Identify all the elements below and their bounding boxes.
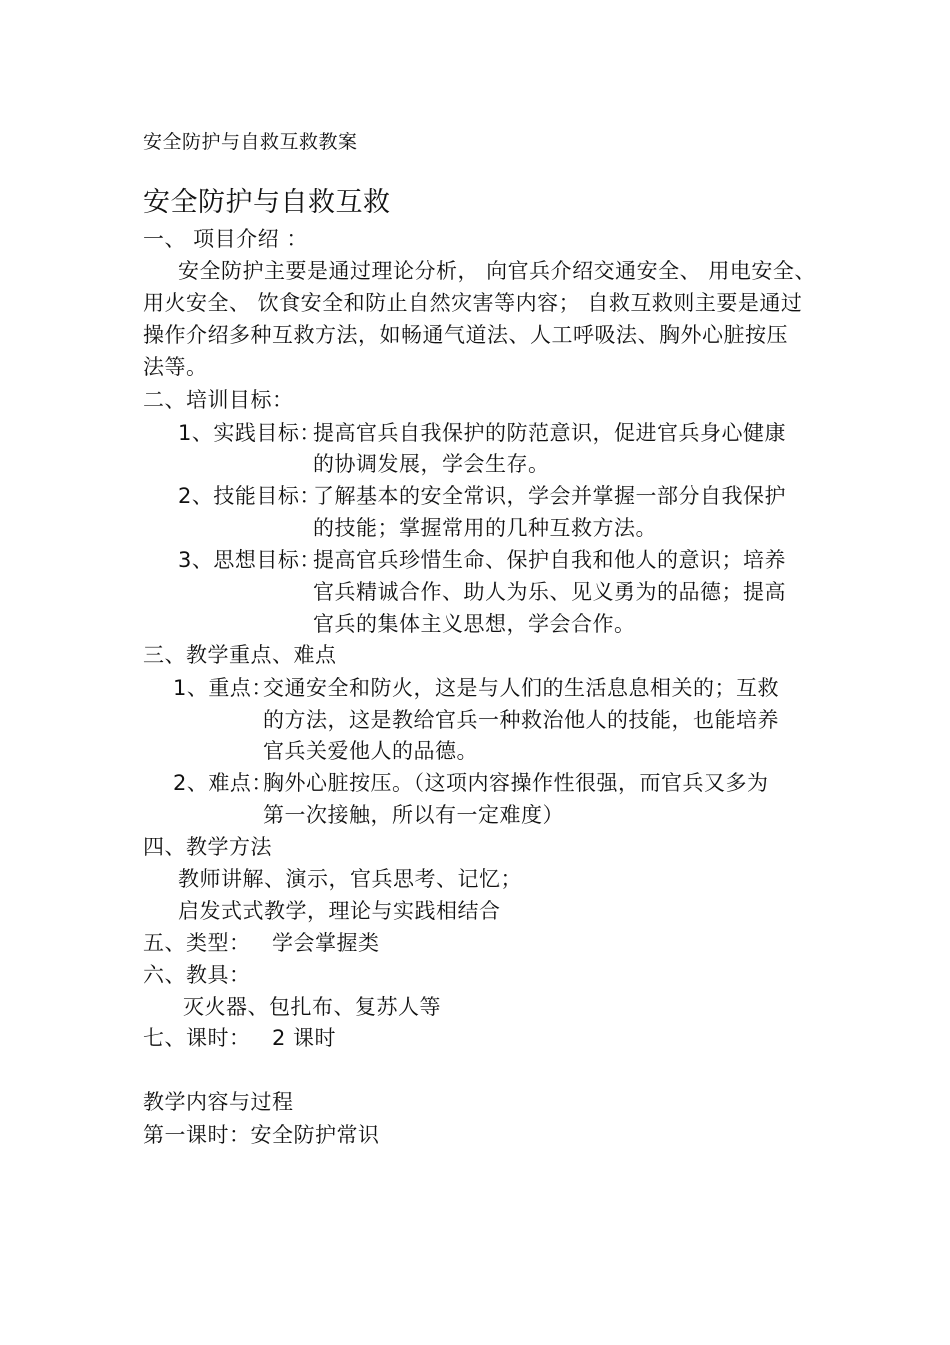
document-title: 安全防护与自救互救 xyxy=(143,187,391,218)
document-header: 安全防护与自救互救教案 xyxy=(143,131,358,153)
objective-text: 提高官兵自我保护的防范意识，促进官兵身心健康 xyxy=(313,421,786,445)
section3-heading: 三、教学重点、难点 xyxy=(143,643,337,667)
section1-line: 安全防护主要是通过理论分析， 向官兵介绍交通安全、 用电安全、 xyxy=(178,259,816,283)
section1-line: 法等。 xyxy=(143,355,208,379)
objective-label: 2、技能目标： xyxy=(178,484,321,508)
objective-text: 官兵的集体主义思想，学会合作。 xyxy=(313,612,636,636)
section1-heading: 一、 项目介绍 ： xyxy=(143,227,308,251)
difficulty-text: 第一次接触，所以有一定难度） xyxy=(263,803,564,827)
difficulty-label: 2、难点： xyxy=(173,771,273,795)
section5-value: 学会掌握类 xyxy=(272,931,380,955)
first-lesson-title: 第一课时：安全防护常识 xyxy=(143,1123,380,1147)
objective-label: 1、实践目标： xyxy=(178,421,321,445)
section6-heading: 六、教具： xyxy=(143,963,251,987)
objective-text: 提高官兵珍惜生命、保护自我和他人的意识；培养 xyxy=(313,548,786,572)
section4-heading: 四、教学方法 xyxy=(143,835,272,859)
objective-text: 的技能；掌握常用的几种互救方法。 xyxy=(313,516,657,540)
focus-text: 交通安全和防火，这是与人们的生活息息相关的；互救 xyxy=(263,676,779,700)
objective-text: 了解基本的安全常识，学会并掌握一部分自我保护 xyxy=(313,484,786,508)
section7-value: 2 课时 xyxy=(272,1026,337,1050)
section6-value: 灭火器、包扎布、复苏人等 xyxy=(183,995,441,1019)
section7-label: 七、课时： xyxy=(143,1026,251,1050)
section1-line: 操作介绍多种互救方法，如畅通气道法、人工呼吸法、胸外心脏按压 xyxy=(143,323,788,347)
section5-label: 五、类型： xyxy=(143,931,251,955)
objective-text: 官兵精诚合作、助人为乐、见义勇为的品德；提高 xyxy=(313,580,786,604)
method-line: 教师讲解、演示，官兵思考、记忆； xyxy=(178,867,522,891)
objective-label: 3、思想目标： xyxy=(178,548,321,572)
method-line: 启发式式教学，理论与实践相结合 xyxy=(178,899,501,923)
focus-text: 的方法，这是教给官兵一种救治他人的技能，也能培养 xyxy=(263,708,779,732)
focus-label: 1、重点： xyxy=(173,676,273,700)
objective-text: 的协调发展，学会生存。 xyxy=(313,452,550,476)
section1-line: 用火安全、 饮食安全和防止自然灾害等内容； 自救互救则主要是通过 xyxy=(143,291,803,315)
difficulty-text: 胸外心脏按压。（这项内容操作性很强，而官兵又多为 xyxy=(263,771,769,795)
content-heading: 教学内容与过程 xyxy=(143,1090,294,1114)
section2-heading: 二、培训目标： xyxy=(143,388,294,412)
focus-text: 官兵关爱他人的品德。 xyxy=(263,739,478,763)
